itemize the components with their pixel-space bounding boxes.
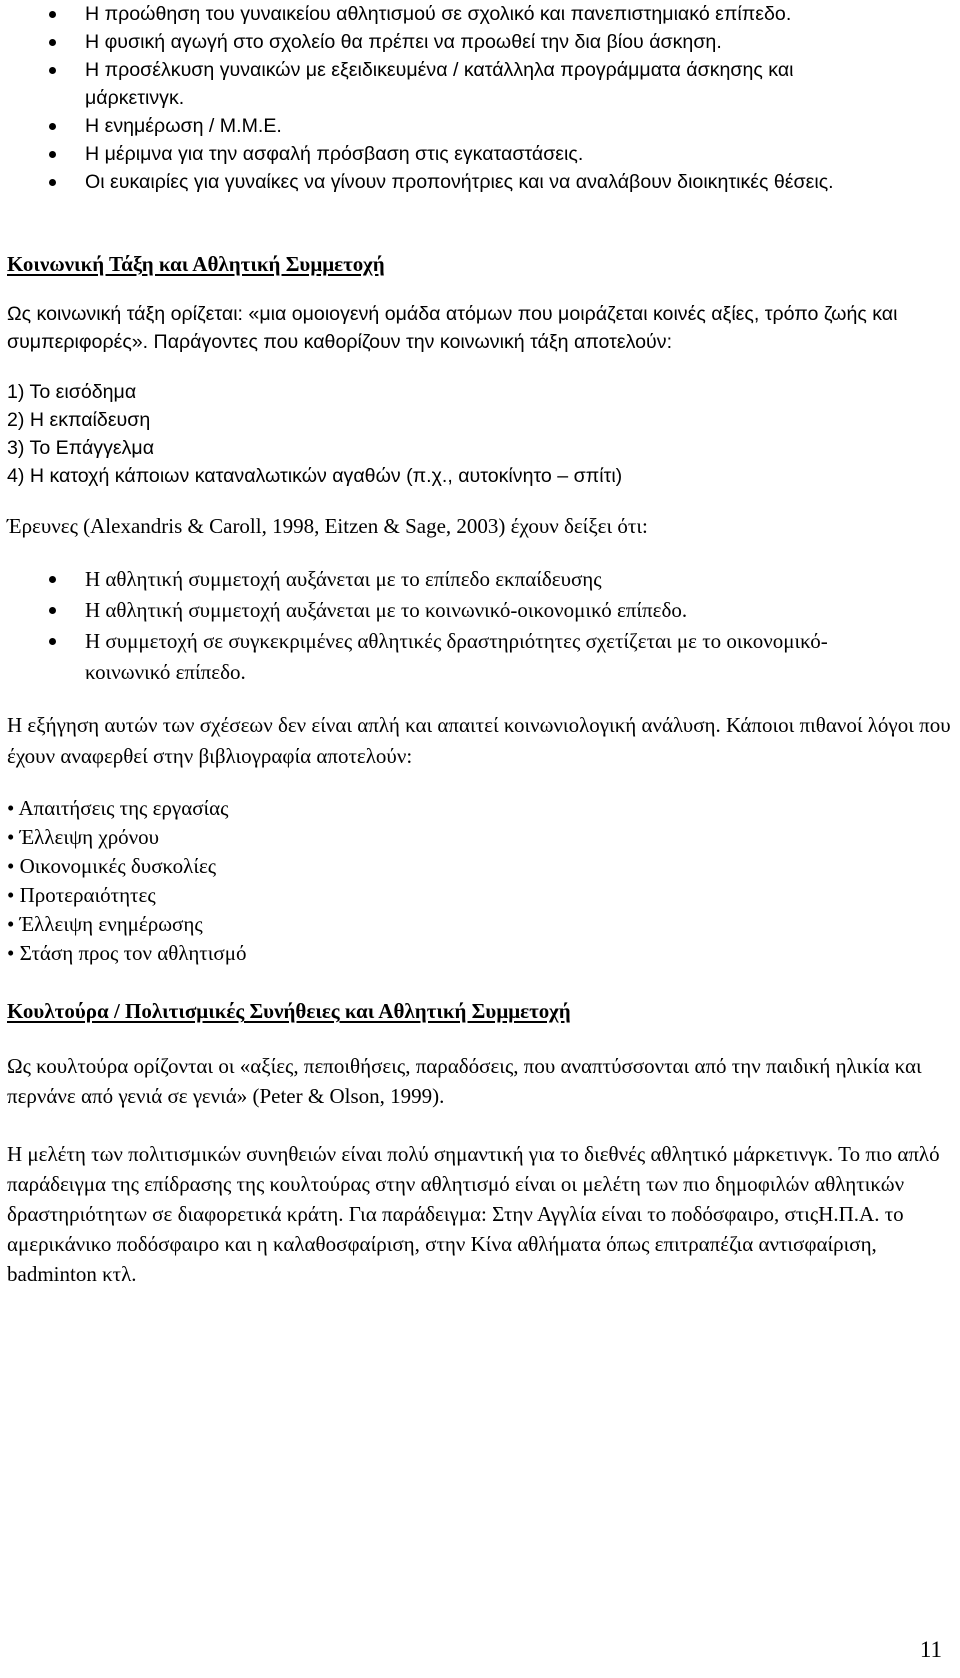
reasons-list <box>7 794 947 968</box>
list-item: • Οικονομικές δυσκολίες <box>7 854 217 878</box>
list-item: Η μέριμνα για την ασφαλή πρόσβαση στις εγκαταστάσεις. <box>7 140 947 168</box>
list-item: 3) Το Επάγγελμα <box>7 437 155 459</box>
list-item: Η ενημέρωση / Μ.Μ.Ε. <box>7 112 947 140</box>
list-item: • Προτεραιότητες <box>7 883 156 907</box>
list-item: Η αθλητική συμμετοχή αυξάνεται με το κοινωνικό-οικονομικό επίπεδο. <box>7 595 947 626</box>
bullet-icon <box>49 39 56 46</box>
list-item: Οι ευκαιρίες για γυναίκες να γίνουν προπονήτριες και να αναλάβουν διοικητικές θέσεις. <box>7 168 945 196</box>
social-class-definition: Ως κοινωνική τάξη ορίζεται: «μια ομοιογενή ομάδα ατόμων που μοιράζεται κοινές αξίες, τρόπο ζωής και συμπεριφορές». Παράγοντες που καθορίζουν την κοινωνική τάξη αποτελούν: <box>7 303 898 353</box>
list-item: Η συμμετοχή σε συγκεκριμένες αθλητικές δραστηριότητες σχετίζεται με το οικονομικό-κοινωνικό επίπεδο. <box>7 626 885 688</box>
research-intro: Έρευνες (Alexandris & Caroll, 1998, Eitzen & Sage, 2003) έχουν δείξει ότι: <box>7 514 648 538</box>
bullet-icon <box>49 576 56 583</box>
page-content <box>7 0 951 1289</box>
culture-definition: Ως κουλτούρα ορίζονται οι «αξίες, πεποιθήσεις, παραδόσεις, που αναπτύσσονται από την παιδική ηλικία και περνάνε από γενιά σε γενιά» (Peter & Olson, 1999). <box>7 1054 922 1108</box>
list-item: 2) Η εκπαίδευση <box>7 409 151 431</box>
section-heading-culture: Κουλτούρα / Πολιτισμικές Συνήθειες και Αθλητική Συμμετοχή <box>7 999 571 1023</box>
bullet-icon <box>49 607 56 614</box>
list-item: Η αθλητική συμμετοχή αυξάνεται με το επίπεδο εκπαίδευσης <box>7 564 947 595</box>
list-item: Η προώθηση του γυναικείου αθλητισμού σε σχολικό και πανεπιστημιακό επίπεδο. <box>7 0 825 28</box>
page-number: 11 <box>919 1637 942 1662</box>
list-item: • Έλλειψη ενημέρωσης <box>7 912 203 936</box>
class-factors-list <box>7 378 947 490</box>
explanation-paragraph: Η εξήγηση αυτών των σχέσεων δεν είναι απλή και απαιτεί κοινωνιολογική ανάλυση. Κάποιοι πιθανοί λόγοι που έχουν αναφερθεί στην βιβλιογραφία αποτελούν: <box>7 713 951 768</box>
section-heading-social-class: Κοινωνική Τάξη και Αθλητική Συμμετοχή <box>7 252 385 276</box>
bullet-icon <box>49 123 56 130</box>
list-item: 4) Η κατοχή κάποιων καταναλωτικών αγαθών (π.χ., αυτοκίνητο – σπίτι) <box>7 465 623 487</box>
bullet-icon <box>49 151 56 158</box>
culture-body-paragraph: Η μελέτη των πολιτισμικών συνηθειών είναι πολύ σημαντική για το διεθνές αθλητικό μάρκετινγκ. Το πιο απλό παράδειγμα της επίδρασης της κουλτούρας στην αθλητισμό είναι οι μελέτη των πιο δημοφιλών αθλητικών δραστηριότητων σε διαφορετικά κράτη. Για παράδειγμα: Στην Αγγλία είναι το ποδόσφαιρο, στιςΗ.Π.Α. το αμερικάνικο ποδόσφαιρο και η καλαθοσφαίριση, στην Κίνα αθλήματα όπως επιτραπέζια αντισφαίριση, badminton κτλ. <box>7 1142 940 1286</box>
bullet-icon <box>49 11 56 18</box>
bullet-icon <box>49 638 56 645</box>
list-item: 1) Το εισόδημα <box>7 381 137 403</box>
top-bullet-list <box>7 0 947 196</box>
list-item: • Στάση προς τον αθλητισμό <box>7 941 247 965</box>
list-item: Η φυσική αγωγή στο σχολείο θα πρέπει να προωθεί την δια βίου άσκηση. <box>7 28 947 56</box>
bullet-icon <box>49 179 56 186</box>
list-item: Η προσέλκυση γυναικών με εξειδικευμένα / κατάλληλα προγράμματα άσκησης και μάρκετινγκ. <box>7 56 825 112</box>
research-findings-list <box>7 564 947 688</box>
list-item: • Απαιτήσεις της εργασίας <box>7 796 229 820</box>
list-item: • Έλλειψη χρόνου <box>7 825 160 849</box>
bullet-icon <box>49 67 56 74</box>
